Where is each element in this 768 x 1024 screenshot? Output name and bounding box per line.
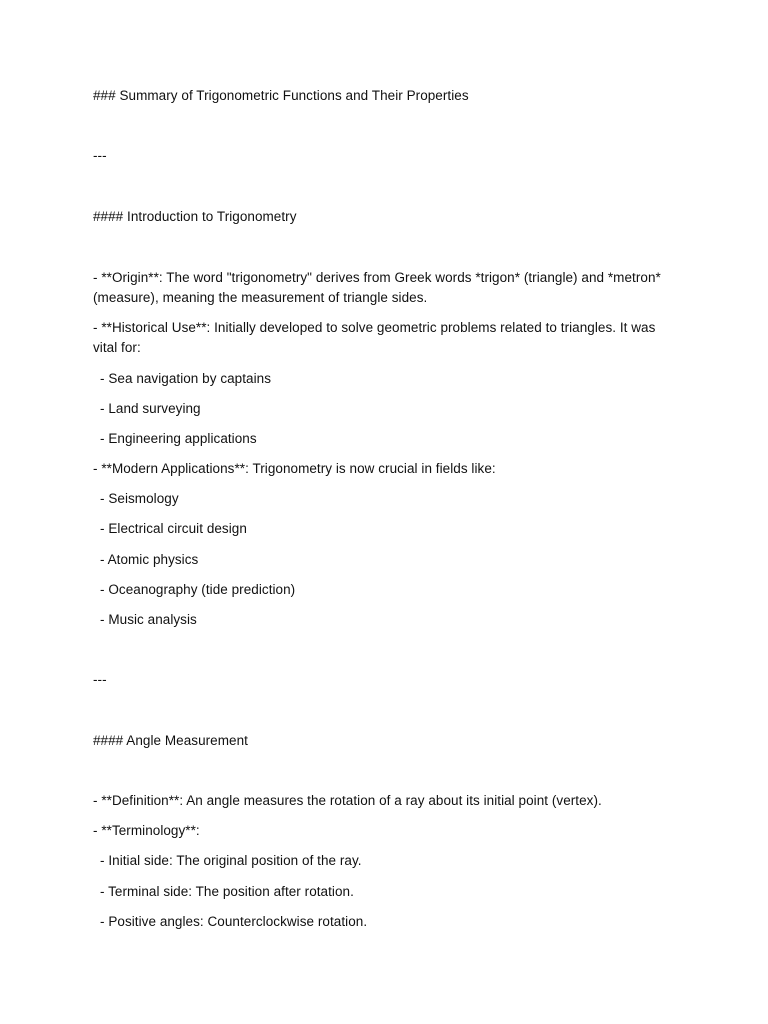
sub-bullet-terminal-side: - Terminal side: The position after rotation. (100, 884, 354, 899)
section-heading-angle-measurement: #### Angle Measurement (93, 733, 248, 748)
bullet-historical-use: - **Historical Use**: Initially developed to solve geometric problems related to triangles. It was vital for: (93, 320, 656, 355)
document-title: ### Summary of Trigonometric Functions and Their Properties (93, 88, 469, 103)
sub-bullet-land-surveying: - Land surveying (100, 401, 201, 416)
sub-bullet-positive-angles: - Positive angles: Counterclockwise rotation. (100, 914, 368, 929)
sub-bullet-circuit-design: - Electrical circuit design (100, 521, 247, 536)
section-heading-introduction: #### Introduction to Trigonometry (93, 209, 297, 224)
bullet-definition: - **Definition**: An angle measures the rotation of a ray about its initial point (vertex). (93, 793, 602, 808)
sub-bullet-initial-side: - Initial side: The original position of the ray. (100, 853, 362, 868)
sub-bullet-music-analysis: - Music analysis (100, 612, 197, 627)
sub-bullet-sea-navigation: - Sea navigation by captains (100, 371, 272, 386)
separator: --- (93, 672, 107, 687)
sub-bullet-seismology: - Seismology (100, 491, 179, 506)
sub-bullet-atomic-physics: - Atomic physics (100, 552, 199, 567)
separator: --- (93, 148, 107, 163)
bullet-terminology: - **Terminology**: (93, 823, 200, 838)
sub-bullet-oceanography: - Oceanography (tide prediction) (100, 582, 296, 597)
sub-bullet-engineering: - Engineering applications (100, 431, 257, 446)
bullet-origin: - **Origin**: The word "trigonometry" derives from Greek words *trigon* (triangle) and *metron* (measure), meaning the measurement of triangle sides. (93, 270, 661, 305)
bullet-modern-applications: - **Modern Applications**: Trigonometry is now crucial in fields like: (93, 461, 496, 476)
